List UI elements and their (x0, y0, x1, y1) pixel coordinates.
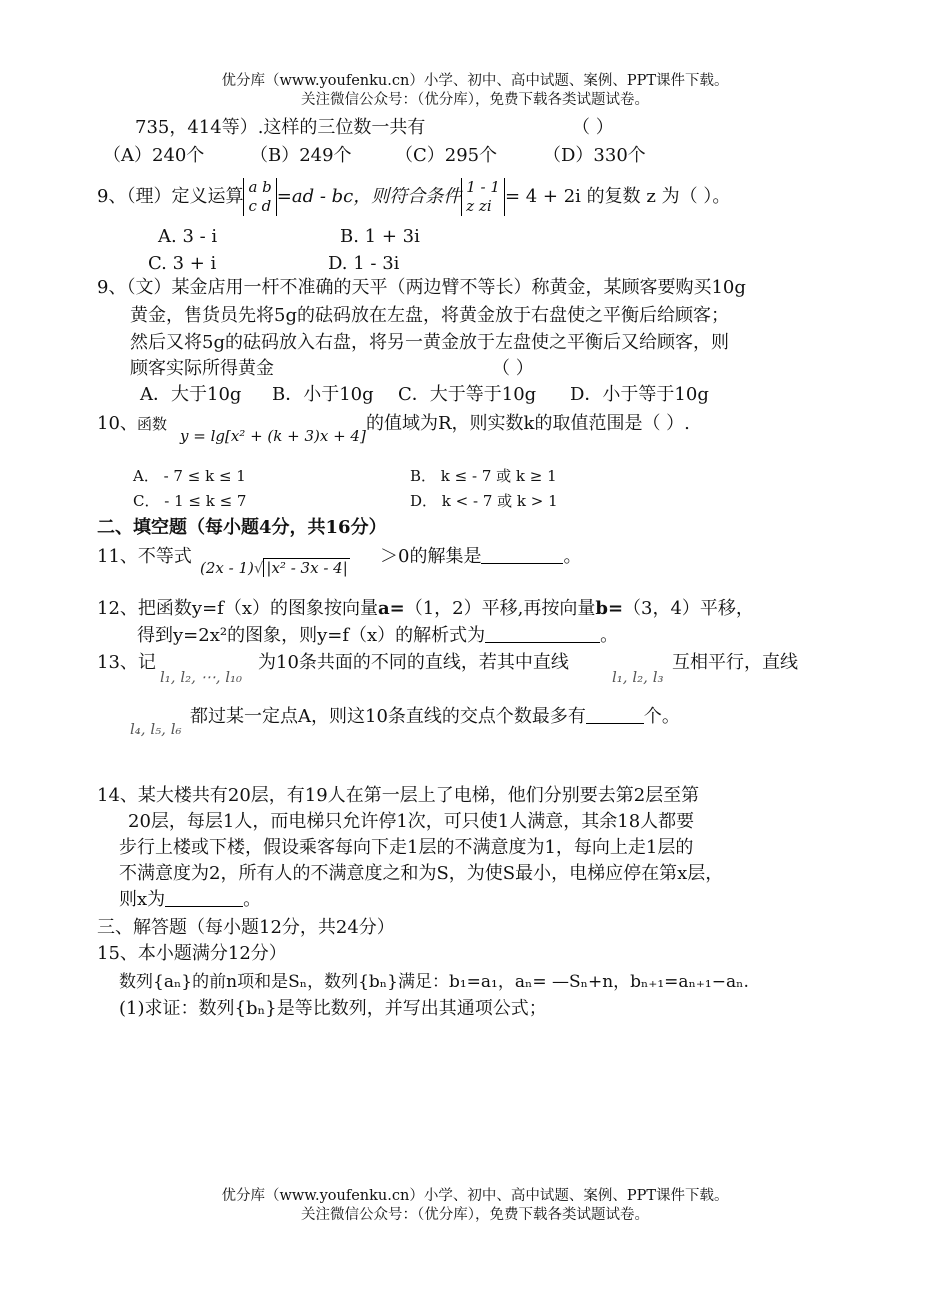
footer-line-2: 关注微信公众号：（优分库），免费下载各类试题试卷。 (301, 1207, 649, 1223)
q9w-option-d: D．小于等于10g (570, 384, 709, 405)
q12-line-2 (137, 624, 618, 648)
q9w-line-2: 黄金，售货员先将5g的砝码放在左盘，将黄金放于右盘使之平衡后给顾客； (130, 305, 729, 326)
q10-option-c: C． - 1 ≤ k ≤ 7 (133, 492, 247, 510)
q9l-determinant-1 (243, 178, 276, 216)
q14-line-3: 步行上楼或下楼，假设乘客每向下走1层的不满意度为1，每向上走1层的 (119, 837, 694, 858)
q11-formula-root: |x² - 3x - 4| (263, 558, 349, 577)
q10-option-b: B． k ≤ - 7 或 k ≥ 1 (410, 467, 557, 485)
q13-post: 互相平行，直线 (672, 652, 798, 673)
q12-text-c: （3，4）平移， (623, 598, 754, 619)
q12-end: 。 (600, 625, 619, 646)
q9w-line-4: 顾客实际所得黄金 (130, 358, 274, 379)
q13-line-2 (190, 705, 680, 729)
q9w-line-3: 然后又将5g的砝码放入右盘，将另一黄金放于左盘使之平衡后又给顾客，则 (130, 332, 729, 353)
q12-line-1 (97, 597, 754, 621)
q14-line-5-text: 则x为 (119, 889, 166, 910)
q11-formula-left: (2x - 1) (200, 559, 254, 577)
q13-set-1: l₁, l₂, ⋯, l₁₀ (160, 668, 243, 686)
det2-row-1: 1 - 1 (466, 178, 500, 196)
q8-tail: 735，414等）.这样的三位数一共有 (135, 117, 426, 138)
q10-number: 10、 (97, 413, 138, 434)
q13-line-2-text: 都过某一定点A，则这10条直线的交点个数最多有 (190, 706, 586, 727)
q11-answer-blank[interactable] (481, 545, 563, 564)
q14-line-2: 20层，每层1人，而电梯只允许停1次，可只使1人满意，其余18人都要 (128, 811, 695, 832)
q10-pre: 函数 (137, 415, 168, 433)
q11-pre: 11、不等式 (97, 546, 192, 567)
q15-part-1: (1)求证：数列{bₙ}是等比数列，并写出其通项公式； (119, 998, 547, 1019)
q12-text-a: 12、把函数y=f（x）的图象按向量 (97, 598, 378, 619)
q8-option-b: （B）249个 (250, 145, 352, 166)
q9l-text-2: =ad - bc，则符合条件 (276, 186, 462, 207)
section-3-heading: 三、解答题（每小题12分，共24分） (97, 917, 395, 938)
q14-line-5 (119, 888, 261, 912)
q11-post (380, 545, 581, 569)
q13-set-3: l₄, l₅, l₆ (130, 720, 182, 738)
header-line-2: 关注微信公众号：（优分库），免费下载各类试题试卷。 (301, 92, 649, 108)
q8-option-a: （A）240个 (103, 145, 205, 166)
q9l-text-1: （理）定义运算 (126, 186, 244, 207)
q13-set-2: l₁, l₂, l₃ (612, 668, 664, 686)
q8-option-d: （D）330个 (543, 145, 646, 166)
q8-paren: （ ） (572, 117, 614, 138)
q10-option-d: D． k < - 7 或 k > 1 (410, 492, 558, 510)
header-line-1: 优分库（www.youfenku.cn）小学、初中、高中试题、案例、PPT课件下载。 (221, 73, 729, 89)
q9w-option-a: A．大于10g (140, 384, 242, 405)
q14-answer-blank[interactable] (165, 888, 243, 907)
q10-option-a: A． - 7 ≤ k ≤ 1 (133, 467, 246, 485)
q9w-option-c: C．大于等于10g (398, 384, 537, 405)
q14-line-1: 14、某大楼共有20层，有19人在第一层上了电梯，他们分别要去第2层至第 (97, 785, 700, 806)
det1-row-1: a b (248, 178, 272, 196)
q13-end: 个。 (643, 706, 680, 727)
q12-answer-blank[interactable] (485, 624, 600, 643)
q9l-text-3: = 4 + 2i 的复数 z 为（ ）。 (504, 186, 731, 207)
q14-line-4: 不满意度为2，所有人的不满意度之和为S，为使S最小，电梯应停在第x层， (119, 863, 724, 884)
q12-vector-b: b= (595, 598, 624, 619)
q13-answer-blank[interactable] (586, 705, 644, 724)
q15-title: 15、本小题满分12分） (97, 943, 287, 964)
q9l-number: 9、 (97, 186, 127, 207)
det1-row-2: c d (248, 197, 272, 215)
q14-end: 。 (243, 889, 262, 910)
q11-post-text: ＞0的解集是 (380, 546, 482, 567)
q9l-option-b: B. 1 + 3i (340, 226, 420, 247)
q9w-paren: （ ） (492, 358, 534, 379)
footer-line-1: 优分库（www.youfenku.cn）小学、初中、高中试题、案例、PPT课件下载。 (221, 1188, 729, 1204)
q8-option-c: （C）295个 (395, 145, 498, 166)
q9w-line-1: 9、（文）某金店用一杆不准确的天平（两边臂不等长）称黄金，某顾客要购买10g (97, 277, 746, 298)
q12-vector-a: a= (377, 598, 405, 619)
q11-end: 。 (563, 546, 582, 567)
q9w-option-b: B．小于10g (272, 384, 374, 405)
q9l-question (97, 178, 730, 216)
section-2-heading: 二、填空题（每小题4分，共16分） (97, 517, 387, 538)
q9l-determinant-2 (461, 178, 505, 216)
q10-text: 的值域为R，则实数k的取值范围是（ ）. (366, 413, 690, 434)
q11-formula: (2x - 1)√ |x² - 3x - 4| (200, 559, 348, 577)
q9l-option-a: A. 3 - i (158, 226, 218, 247)
q12-text-b: （1，2）平移,再按向量 (404, 598, 596, 619)
det2-row-2: z zi (466, 197, 492, 215)
q12-line-2-text: 得到y=2x²的图象，则y=f（x）的解析式为 (137, 625, 486, 646)
q15-line-1: 数列{aₙ}的前n项和是Sₙ，数列{bₙ}满足：b₁=a₁，aₙ= —Sₙ+n，bₙ₊₁=aₙ₊₁−aₙ. (119, 972, 749, 992)
q13-mid: 为10条共面的不同的直线，若其中直线 (258, 652, 569, 673)
q10-formula: y = lg[x² + (k + 3)x + 4] (180, 427, 366, 445)
q9l-option-c: C. 3 + i (148, 253, 217, 274)
q13-pre: 13、记 (97, 652, 156, 673)
q9l-option-d: D. 1 - 3i (328, 253, 400, 274)
